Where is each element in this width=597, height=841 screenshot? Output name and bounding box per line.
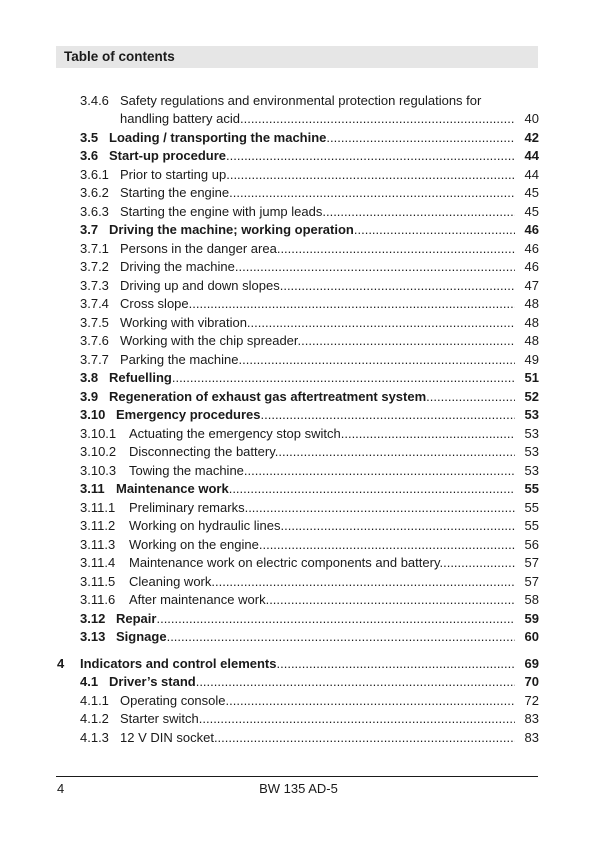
toc-entry[interactable]	[0, 184, 597, 203]
toc-entry-title: Maintenance work	[116, 481, 229, 496]
dot-leader	[199, 711, 515, 726]
dot-leader	[196, 674, 515, 689]
toc-entry[interactable]	[0, 591, 597, 610]
dot-leader	[277, 656, 516, 671]
toc-entry[interactable]	[0, 443, 597, 462]
dot-leader	[156, 611, 515, 626]
toc-entry-number: 3.11.1	[80, 499, 116, 515]
dot-leader	[439, 555, 515, 570]
toc-entry-title: Working with vibration	[120, 314, 247, 330]
toc-entry-page: 42	[524, 129, 539, 145]
toc-entry-number: 3.10.2	[80, 444, 117, 459]
toc-entry-title: Refuelling	[109, 370, 172, 385]
toc-entry-number: 3.7.5	[80, 314, 109, 330]
toc-entry-number: 3.7.2	[80, 259, 109, 274]
toc-entry-title: Starting the engine with jump leads	[120, 203, 323, 219]
toc-entry[interactable]	[0, 258, 597, 277]
toc-entry-title: Persons in the danger area	[120, 240, 277, 256]
toc-entry-number: 3.7	[80, 222, 99, 237]
toc-entry-number: 3.6.3	[80, 203, 109, 219]
toc-entry[interactable]	[0, 406, 597, 425]
dot-leader	[426, 389, 515, 404]
toc-entry-number: 3.13	[80, 629, 106, 644]
dot-leader	[211, 574, 515, 589]
toc-entry-number: 3.6.2	[80, 185, 109, 200]
toc-entry-title: Signage	[116, 629, 167, 644]
toc-entry-page: 53	[524, 444, 539, 459]
section-header: Table of contents	[56, 46, 538, 68]
toc-entry-number: 3.7.6	[80, 333, 109, 348]
dot-leader	[226, 148, 515, 163]
dot-leader	[354, 222, 515, 237]
toc-entry[interactable]	[0, 240, 597, 259]
toc-entry-title: Working on hydraulic lines	[129, 518, 281, 533]
toc-entry-page: 83	[524, 711, 539, 726]
toc-entry-number: 3.7.4	[80, 296, 109, 311]
toc-entry[interactable]	[0, 480, 597, 499]
dot-leader	[189, 296, 515, 311]
toc-entry-page: 46	[524, 259, 539, 274]
toc-entry-number: 3.11.3	[80, 536, 116, 552]
toc-entry-page: 57	[524, 555, 539, 570]
toc-entry-page: 48	[524, 296, 539, 311]
footer-page-number: 4	[57, 781, 65, 796]
footer-model-name: BW 135 AD-5	[259, 781, 338, 796]
dot-leader	[226, 693, 515, 708]
toc-entry-title: Emergency procedures	[116, 407, 261, 422]
toc-entry[interactable]	[0, 147, 597, 166]
toc-entry-title: Working with the chip spreader	[120, 333, 298, 348]
toc-entry-page: 56	[524, 536, 539, 552]
dot-leader	[280, 278, 515, 293]
toc-entry-number: 3.11.4	[80, 555, 116, 570]
toc-entry-number: 3.8	[80, 370, 99, 385]
toc-entry-title: Maintenance work on electric components and battery	[129, 555, 440, 570]
toc-entry[interactable]	[0, 351, 597, 370]
toc-entry-number: 3.11.5	[80, 573, 116, 589]
toc-entry-title: Working on the engine	[129, 536, 259, 552]
toc-entry-page: 51	[524, 370, 539, 385]
footer-divider	[56, 776, 538, 777]
toc-entry-title: Driving the machine	[120, 259, 235, 274]
dot-leader	[261, 407, 515, 422]
toc-entry-page: 46	[524, 240, 539, 256]
toc-entry-page: 45	[524, 185, 539, 200]
toc-entry-title: Loading / transporting the machine	[109, 129, 327, 145]
toc-entry-page: 60	[524, 629, 539, 644]
toc-entry-title: Driving up and down slopes	[120, 277, 280, 293]
dot-leader	[235, 259, 515, 274]
toc-entry[interactable]	[0, 628, 597, 647]
toc-entry-page: 55	[524, 481, 539, 496]
toc-entry[interactable]	[0, 729, 597, 748]
toc-entry-title: Safety regulations and environmental protection regulations for	[120, 93, 482, 108]
toc-entry-page: 52	[524, 388, 539, 404]
toc-entry-title: Cleaning work	[129, 573, 212, 589]
dot-leader	[277, 241, 515, 256]
toc-entry-title: Preliminary remarks	[129, 499, 245, 515]
toc-entry-number: 3.7.1	[80, 240, 109, 256]
toc-entry-title: Towing the machine	[129, 462, 244, 478]
toc-entry-page: 45	[524, 203, 539, 219]
toc-entry-number: 3.6.1	[80, 166, 109, 182]
toc-entry-line	[0, 92, 597, 110]
toc-entry[interactable]	[0, 277, 597, 296]
dot-leader	[240, 111, 515, 126]
toc-entry[interactable]	[0, 314, 597, 333]
toc-entry-number: 3.12	[80, 610, 106, 626]
toc-entry-page: 57	[524, 573, 539, 589]
toc-entry-number: 3.4.6	[80, 93, 109, 108]
toc-entry[interactable]	[0, 610, 597, 629]
dot-leader	[281, 518, 516, 533]
toc-entry-page: 53	[524, 462, 539, 478]
toc-entry[interactable]	[0, 517, 597, 536]
toc-entry-number: 3.11.6	[80, 592, 116, 607]
toc-entry-number: 4	[57, 655, 65, 671]
toc-entry[interactable]	[0, 166, 597, 185]
dot-leader	[214, 730, 515, 745]
toc-entry-number: 4.1	[80, 674, 99, 689]
dot-leader	[326, 130, 515, 145]
toc-entry[interactable]	[0, 129, 597, 148]
toc-entry[interactable]	[0, 499, 597, 518]
toc-entry-title: Driving the machine; working operation	[109, 222, 354, 237]
toc-entry-title: Disconnecting the battery	[129, 444, 275, 459]
toc-entry[interactable]	[0, 573, 597, 592]
toc-entry[interactable]	[0, 110, 597, 129]
toc-entry[interactable]	[0, 369, 597, 388]
toc-entry-title: After maintenance work	[129, 592, 266, 607]
dot-leader	[167, 629, 515, 644]
toc-entry[interactable]	[0, 221, 597, 240]
toc-entry-page: 46	[524, 222, 539, 237]
toc-entry[interactable]	[0, 462, 597, 481]
toc-entry-page: 72	[524, 692, 539, 708]
toc-entry-page: 53	[524, 407, 539, 422]
dot-leader	[239, 352, 515, 367]
toc-entry-title: Indicators and control elements	[80, 655, 277, 671]
dot-leader	[245, 500, 515, 515]
toc-entry-title: Start-up procedure	[109, 148, 227, 163]
toc-entry-title: Prior to starting up	[120, 166, 227, 182]
toc-entry-page: 58	[524, 592, 539, 607]
toc-entry-page: 70	[524, 674, 539, 689]
toc-entry-page: 83	[524, 729, 539, 745]
toc-entry[interactable]	[0, 388, 597, 407]
dot-leader	[229, 185, 515, 200]
toc-entry-title: handling battery acid	[120, 111, 240, 126]
toc-entry-title: Repair	[116, 610, 157, 626]
toc-entry-number: 3.7.7	[80, 351, 109, 367]
toc-entry[interactable]	[0, 673, 597, 692]
toc-entry-number: 4.1.1	[80, 692, 109, 708]
toc-entry-page: 53	[524, 425, 539, 441]
toc-entry-number: 3.9	[80, 388, 99, 404]
toc-entry-number: 3.10.3	[80, 462, 117, 478]
toc-entry-number: 3.7.3	[80, 277, 109, 293]
toc-entry-page: 49	[524, 351, 539, 367]
toc-entry-number: 3.5	[80, 129, 99, 145]
toc-entry-title: Parking the machine	[120, 351, 239, 367]
toc-entry[interactable]	[0, 295, 597, 314]
toc-entry-number: 3.11.2	[80, 518, 116, 533]
toc-entry-page: 44	[524, 166, 539, 182]
dot-leader	[266, 592, 515, 607]
table-of-contents	[0, 92, 597, 747]
toc-entry-number: 3.6	[80, 148, 99, 163]
toc-entry-title: Driver’s stand	[109, 674, 196, 689]
toc-entry-number: 3.10.1	[80, 425, 117, 441]
toc-entry-page: 69	[524, 655, 539, 671]
toc-entry[interactable]	[0, 710, 597, 729]
toc-entry-title: Cross slope	[120, 296, 189, 311]
dot-leader	[259, 537, 515, 552]
toc-entry[interactable]	[0, 692, 597, 711]
toc-entry-page: 40	[524, 111, 539, 126]
toc-entry-page: 47	[524, 277, 539, 293]
toc-entry-title: Regeneration of exhaust gas aftertreatment system	[109, 388, 427, 404]
toc-entry-title: Starter switch	[120, 711, 199, 726]
toc-entry-number: 4.1.3	[80, 729, 109, 745]
toc-entry-title: Actuating the emergency stop switch	[129, 425, 341, 441]
toc-entry[interactable]	[0, 332, 597, 351]
toc-entry-page: 55	[524, 499, 539, 515]
dot-leader	[247, 315, 515, 330]
dot-leader	[322, 204, 515, 219]
toc-entry[interactable]	[0, 554, 597, 573]
toc-entry[interactable]	[0, 203, 597, 222]
toc-entry-page: 44	[524, 148, 539, 163]
dot-leader	[298, 333, 515, 348]
toc-entry-number: 4.1.2	[80, 711, 109, 726]
toc-entry[interactable]	[0, 536, 597, 555]
toc-entry-number: 3.11	[80, 481, 105, 496]
toc-entry-number: 3.10	[80, 407, 106, 422]
toc-entry[interactable]	[0, 425, 597, 444]
toc-entry-title: Operating console	[120, 692, 226, 708]
toc-entry-page: 48	[524, 314, 539, 330]
dot-leader	[244, 463, 515, 478]
dot-leader	[229, 481, 515, 496]
toc-entry[interactable]	[0, 655, 597, 674]
toc-entry-page: 55	[524, 518, 539, 533]
dot-leader	[226, 167, 515, 182]
dot-leader	[172, 370, 515, 385]
toc-entry-page: 59	[524, 610, 539, 626]
toc-entry-title: 12 V DIN socket	[120, 729, 214, 745]
toc-entry-title: Starting the engine	[120, 185, 230, 200]
toc-entry-page: 48	[524, 333, 539, 348]
dot-leader	[275, 444, 515, 459]
dot-leader	[341, 426, 515, 441]
